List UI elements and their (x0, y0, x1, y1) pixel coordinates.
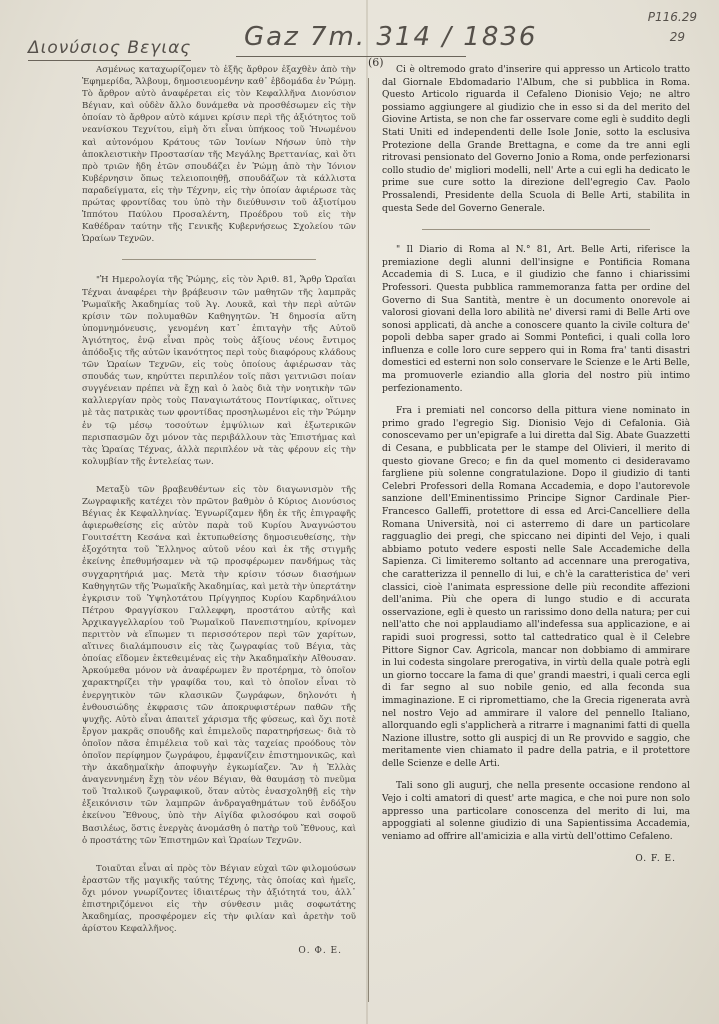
italian-closing-paragraph: Tali sono gli augurj, che nella presente occasione rendono al Vejo i colti amatori di quest' arte magica, e che noi pure non solo appresso una particolare conoscenza del merito di lui, ma appoggiati al solenne giudizio di una Sapientissima Accademia, veniamo ad offrire all'amicizia e alla virtù dell'ottimo Cefaleno. (382, 781, 690, 842)
handwritten-reference-annotation: Gaz 7m. 314 / 1836 (244, 22, 538, 52)
archive-code: P116.29 (647, 10, 697, 24)
greek-column (82, 64, 356, 957)
italian-separator (422, 229, 650, 230)
italian-body-paragraph: Fra i premiati nel concorso della pittura viene nominato in primo grado l'egregio Sig. Dionisio Vejo di Cefalonia. Già conoscevamo per un'epigrafe a lui diretta dal Sig. Abate Guazzetti di Cesana, e pubblicata per le stampe del Olivieri, il merito di questo giovane Greco; e fin da quel momento ci desideravamo fargliene più solenne congratulazione. Dopo il giudizio di tanti Celebri Professori della Romana Accademia, e dopo l'autorevole sanzione dell'Eminentissimo Principe Signor Cardinale Pier-Francesco Galleffi, protettore di essa ed Arci-Cancelliere della Romana Università, noi ci asterremo di dare un particolare ragguaglio dei pregi, che spiccano nei dipinti del Vejo, i quali abbiamo potuto vedere esposti nelle Sale Accademiche della Sapienza. Ci limiteremo soltanto ad accennare una prerogativa, che caratterizza il pennello di lui, e ch'è la caratteristica de' veri classici, cioè l'animata espressione delle più recondite affezioni dell'anima. Più che opera di lungo studio e di accurata osservazione, egli è questo un rarissimo dono della natura; per cui nell'atto che noi applaudiamo all'indefessa sua applicazione, e ai rapidi suoi progressi, sotto tal cattedratico qual è il Celebre Pittore Signor Cav. Agricola, mancar non dobbiamo di ammirare in lui codesta singolare prerogativa, in virtù della quale potrà egli un giorno toccare la fama di que' grandi maestri, i quali cerca egli di far segno al suo nobile genio, ed alla feconda sua immaginazione. E ci ripromettiamo, che la Grecia rigenerata avrà nel nostro Vejo ad ammirare il valore del pennello Italiano, allorquando egli s'applicherà a ritrarre i magnanimi fatti di quella Nazione illustre, sotto gli auspicj di un Re provvido e saggio, che meritamente vien chiamato il padre della patria, e il protettore delle Scienze e delle Arti. (382, 406, 690, 769)
italian-signature: O. F. E. (635, 854, 676, 865)
page-number: (6) (368, 56, 384, 69)
reference-underline (236, 56, 466, 57)
greek-quote-paragraph: "Ἡ Ημερολογία τῆς Ῥώμης, εἰς τὸν Ἀριθ. 81, Ἄρθρ Ὡραῖαι Τέχναι ἀναφέρει τὴν βράβευσιν τῶν μαθητῶν τῆς λαμπρᾶς Ῥωμαϊκῆς Ἀκαδημίας τοῦ Ἁγ. Λουκᾶ, καὶ τὴν περὶ αὐτῶν κρίσιν τῶν πολυμαθῶν Καθηγητῶν. Ἡ δημοσία αὕτη ὑπομνημόνευσις, γενομένη κατ᾽ ἐπιταγὴν τῆς Αὐτοῦ Ἁγιότητος, ἐνῷ εἶναι πρὸς τοὺς ἀξίους νέους ἔντιμος ἀπόδοξις τῆς αὐτῶν ἱκανότητος περὶ τοὺς διαφόρους κλάδους τῶν Ὡραίων Τεχνῶν, εἰς τοὺς ὁποίους ἀφιέρωσαν τὰς σπουδάς των, κηρύττει περιπλέον τοῖς πᾶσι γειτνιῶσι ποίαν συγγένειαν πρέπει νὰ ἔχῃ καὶ ὁ λαὸς διὰ τὴν νοητικὴν τῶν καλλιεργίαν πρὸς τοὺς Παναγιωτάτους Ποντίφικας, οἵτινες μὲ τὰς πατρικὰς των φροντίδας προσηλωμένοι εἰς τὴν Ῥώμην ἐν τῷ μέσῳ τοσούτων ἐμψύλιων καὶ ἐξωτερικῶν περισπασμῶν ὄχι μόνον τὰς περιβάλλουν τὰς Ἐπιστήμας καὶ τὰς Ὡραίας Τέχνας, ἀλλὰ περιπλέον νὰ τὰς φέρουν εἰς τὴν κολυμβίαν τῆς ἐντελείας των. (82, 275, 356, 467)
italian-quote-paragraph: " Il Diario di Roma al N.° 81, Art. Belle Arti, riferisce la premiazione degli alunni dell'insigne e Pontificia Romana Accademia di S. Luca, e il giudizio che fanno i chiarissimi Professori. Questa pubblica rammemoranza fatta per ordine del Governo di Sua Santità, mentre è un documento onorevole ai valorosi giovani della loro abilità ne' diversi rami di Belle Arti ove sonosi applicati, dà anche a conoscere quanto la civile coltura de' popoli debba saper grado ai Sommi Pontefici, i quali colla loro influenza e colle loro cure seppero qui in Roma fra' tanti disastri domestici ed esterni non solo conservare le Scienze e le Arti Belle, ma promuoverle eziandio alla gloria del nostro più intimo perfezionamento. (382, 245, 690, 394)
italian-intro-paragraph: Ci è oltremodo grato d'inserire qui appresso un Articolo tratto dal Giornale Ebdomadario l'Album, che si pubblica in Roma. Questo Articolo riguarda il Cefaleno Dionisio Vejo; ne altro possiamo aggiungere al giudizio che in esso si da del merito del Giovine Artista, se non che far osservare come egli è suddito degli Stati Uniti ed independenti delle Isole Jonie, sotto la esclusiva Protezione della Grande Brettagna, e come da tre anni egli ritrovasi pensionato del Governo Jonio a Roma, onde perfezionarsi collo studio de' migliori modelli, nell' Arte a cui egli ha dedicato le prime sue cure sotto la direzione dell'egregio Cav. Paolo Prossalendi, Presidente della Scuola di Belle Arti, stabilita in questa Sede del Governo Generale. (382, 65, 690, 214)
greek-body-paragraph: Μεταξὺ τῶν βραβευθέντων εἰς τὸν διαγωνισμὸν τῆς Ζωγραφικῆς κατέχει τὸν πρῶτον βαθμὸν ὁ Κύριος Διονύσιος Βέγιας ἐκ Κεφαλληνίας. Ἐγνωρίζαμεν ἤδη ἐκ τῆς ἐπιγραφῆς ἀφιερωθείσης εἰς αὐτὸν παρὰ τοῦ Κυρίου Ἀναγνώστου Γουιτσέττη Κεσάνα καὶ ἐκτυπωθείσης δημοσιευθείσης, τὴν ἐξοχότητα τοῦ Ἕλληνος αὐτοῦ νέου καὶ ἐκ τῆς στιγμῆς ἐκείνης ἐπεθυμήσαμεν νὰ τῷ προσφέρωμεν πανδήμως τὰς συγχαρητήριά μας. Μετὰ τὴν κρίσιν τόσων διασήμων Καθηγητῶν τῆς Ῥωμαϊκῆς Ἀκαδημίας, καὶ μετὰ τὴν ὑπερτάτην ἐγκρισιν τοῦ Ὑψηλοτάτου Πρίγγηπος Κυρίου Καρδηνάλιου Πέτρου Φραγγίσκου Γαλλεφφη, προστάτου αὐτῆς καὶ Ἀρχικαγγελλαρίου τοῦ Ῥωμαϊκοῦ Πανεπιστημίου, κρίνομεν περιττὸν νὰ εἴπωμεν τι περισσότερον περὶ τῶν χαρίτων, αἵτινες διαλάμπουσιν εἰς τὰς ζωγραφίας τοῦ Βέγια, τὰς ὁποίας εἴδομεν ἐκτεθειμένας εἰς τὴν Ἀκαδημαϊκὴν Αἴθουσαν. Ἀρκούμεθα μόνον νὰ ἀναφέρωμεν ἓν προτέρημα, τὸ ὁποῖον χαρακτηρίζει τὴν γραφίδα του, καὶ τὸ ὁποῖον εἶναι τὸ ἐνεργητικὸν τῶν κλασικῶν ζωγράφων, δηλονότι ἡ ἐνθουσιώδης ἐκφρασις τῶν ἀποκρυφιστέρων παθῶν τῆς ψυχῆς. Αὐτὸ εἶναι ἀπαιτεῖ χάρισμα τῆς φύσεως, καὶ ὄχι ποτὲ ἔργον μακρᾶς σπουδῆς καὶ ἐπιμελοῦς παρατηρήσεως· διὰ τὸ ὁποῖον πᾶσα ἐπιμέλεια τοῦ καὶ τὰς ταχείας προόδους τὸν ὁποῖον περίφημον ζωγράφου, ἐμφανίζειν ἐπιστημονικῶς, καὶ τὴν ἀκαδημαϊκὴν ἀποφυγὴν ἐγκωμίαζεν. Ἂν ἡ Ἑλλὰς ἀναγεννημένη ἔχῃ τὸν νέον Βέγιαν, θὰ θαυμάσῃ τὸ πνεῦμα τοῦ Ἰταλικοῦ ζωγραφικοῦ, ὅταν αὐτὸς ἐνασχοληθῇ εἰς τὴν ἐξεικόνισιν τῶν λαμπρῶν ἀνδραγαθημάτων τοῦ ἐνδόξου ἐκείνου Ἔθνους, ὑπὸ τὴν Αἰγίδα φιλοσόφου καὶ σοφοῦ Βασιλέως, ὅστις ἐνεργὰς ἀνομάσθη ὁ πατὴρ τοῦ Ἔθνους, καὶ ὁ προστάτης τῶν Ἐπιστημῶν καὶ Ὡραίων Τεχνῶν. (82, 484, 356, 846)
greek-signature: Ο. Φ. Ε. (298, 946, 342, 957)
handwritten-name-annotation: Διονύσιος Βεγιας (28, 38, 191, 61)
greek-separator (122, 259, 316, 260)
archive-page-number: 29 (669, 30, 685, 44)
column-divider (368, 78, 369, 1002)
greek-intro-paragraph: Ασμένως καταχωρίζομεν τὸ ἑξῆς ἄρθρον ἐξαχθὲν ἀπὸ τὴν Ἐφημερίδα, Ἄλβουμ, δημοσιευομένην καθ᾽ ἑβδομάδα ἐν Ῥώμῃ. Τὸ ἄρθρον αὐτὸ ἀναφέρεται εἰς τὸν Κεφαλλῆνα Διονύσιον Βέγιαν, καὶ οὐδὲν ἄλλο δυνάμεθα νὰ προσθέσωμεν εἰς τὴν ὁποίαν τὸ ἄρθρον αὐτὸ κάμνει κρίσιν περὶ τῆς ἀξιότητος τοῦ νεανίσκου Τεχνίτου, εἰμὴ ὅτι εἶναι ὑπήκοος τοῦ Ἡνωμένου καὶ αὐτονόμου Κράτους τῶν Ἰονίων Νήσων ὑπὸ τὴν ἀποκλειστικὴν Προστασίαν τῆς Μεγάλης Βρεττανίας, καὶ ὅτι πρὸ τριῶν ἤδη ἐτῶν σπουδάζει ἐν Ῥώμῃ ἀπὸ τὴν Ἰόνιον Κυβέρνησιν ὅπως τελειοποιηθῇ, σπουδάζων τὰ κάλλιστα παραδείγματα, εἰς τὴν Τέχνην, εἰς τὴν ὁποίαν ἀφιέρωσε τὰς πρώτας φροντίδας του ὑπὸ τὴν διεύθυνσιν τοῦ ἀξιοτίμου Ἱππότου Παύλου Προσαλέντη, Προέδρου τοῦ εἰς τὴν Καθέδραν ταύτην τῆς Γενικῆς Κυβερνήσεως Σχολείου τῶν Ὡραίων Τεχνῶν. (82, 65, 356, 245)
italian-column (382, 64, 690, 866)
greek-closing-paragraph: Τοιαῦται εἶναι αἱ πρὸς τὸν Βέγιαν εὐχαὶ τῶν φιλομούσων ἐραστῶν τῆς μαγικῆς ταύτης Τέχνης, τὰς ὁποίας καὶ ἡμεῖς, ὄχι μόνον γνωρίζοντες ἰδιαιτέρως τὴν ἀξιότητά του, ἀλλ᾽ ἐπιστηριζόμενοι εἰς τὴν σύνθεσιν μιᾶς σοφωτάτης Ἀκαδημίας, προσφέρομεν εἰς τὴν φιλίαν καὶ ἀρετὴν τοῦ ἀρίστου Κεφαλλῆνος. (82, 863, 356, 935)
